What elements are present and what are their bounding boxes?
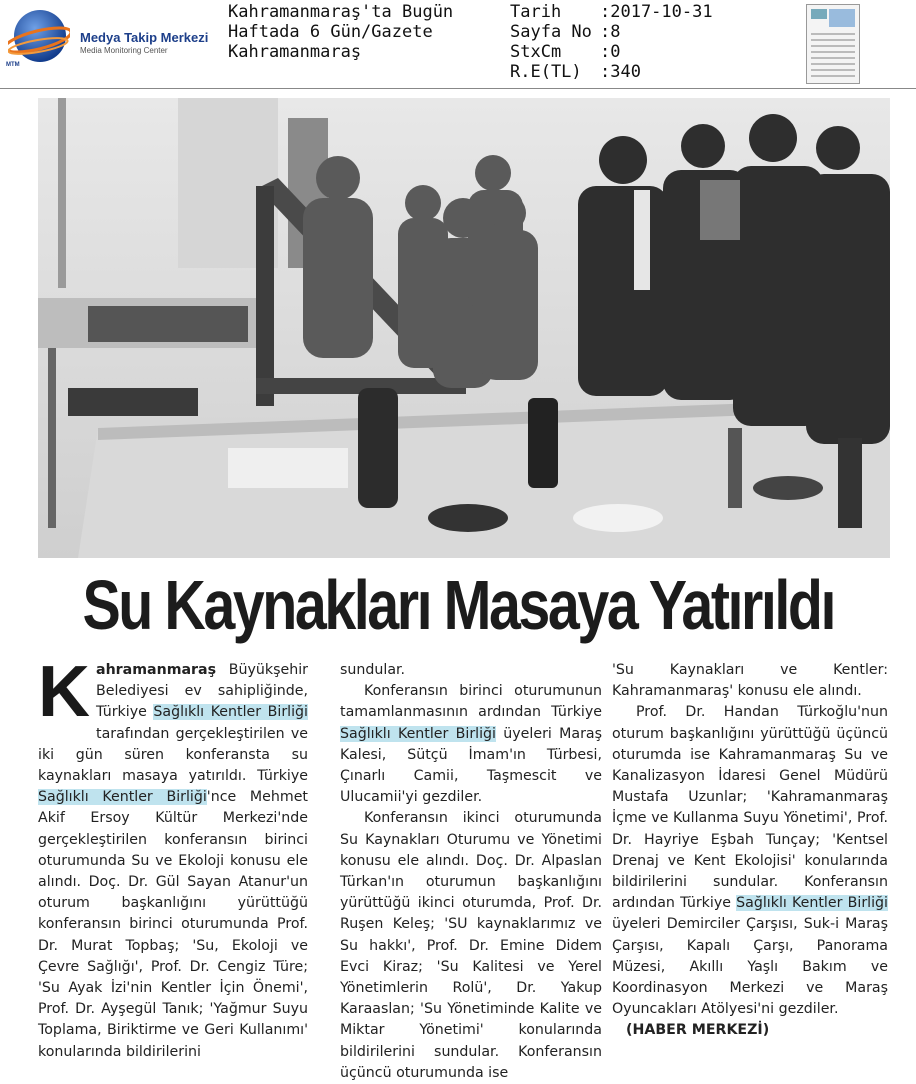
drop-cap: K <box>38 652 90 732</box>
paragraph-text: Konferansın birinci oturumunun tamamlanmasının ardından Türkiye <box>340 683 602 721</box>
clipping-meta <box>510 2 713 82</box>
article-paragraph <box>340 681 602 808</box>
meta-value: :0 <box>600 42 621 62</box>
meta-key: StxCm <box>510 42 562 62</box>
article-paragraph: 'Su Kaynakları ve Kentler: Kahramanmaraş' konusu ele alındı. <box>612 662 888 700</box>
highlighted-keyword: Sağlıklı Kentler Birliği <box>340 725 496 742</box>
article-paragraph <box>38 652 308 1063</box>
paragraph-text: üyeleri Maraş Kalesi, Sütçü İmam'ın Türbesi, Çınarlı Camii, Taşmescit ve Ulucamii'yi gezdiler. <box>340 725 602 806</box>
publication-frequency: Haftada 6 Gün/Gazete <box>228 22 433 42</box>
page-thumbnail[interactable] <box>806 4 860 84</box>
meta-value: :340 <box>600 62 641 82</box>
article-paragraph <box>612 702 888 1020</box>
globe-logo-icon <box>8 6 70 68</box>
article-paragraph: sundular. <box>340 662 406 678</box>
article-column-1 <box>38 652 308 1063</box>
monitor-subtitle: Media Monitoring Center <box>80 46 168 55</box>
publication-name: Kahramanmaraş'ta Bugün <box>228 2 454 22</box>
highlighted-keyword: Sağlıklı Kentler Birliği <box>736 895 888 912</box>
article-column-2 <box>340 660 602 1084</box>
paragraph-text: Büyükşehir Belediyesi ev sahipliğinde, Türkiye <box>96 662 308 721</box>
article-headline: Su Kaynakları Masaya Yatırıldı <box>82 566 834 644</box>
meta-key: Tarih <box>510 2 562 22</box>
article-photo <box>38 98 890 558</box>
meta-value: :8 <box>600 22 621 42</box>
highlighted-keyword: Sağlıklı Kentler Birliği <box>153 704 308 721</box>
monitor-name: Medya Takip Merkezi <box>80 30 209 45</box>
highlighted-keyword: Sağlıklı Kentler Birliği <box>38 789 207 806</box>
article-column-3 <box>612 660 888 1042</box>
article-paragraph: Konferansın ikinci oturumunda Su Kaynakları Oturumu ve Yönetimi konusu ele alındı. Doç. Dr. Alpaslan Türkan'ın oturumun başkanlığını yürüttüğü ikinci oturumda, Prof. Dr. Ruşen Keleş; 'SU kaynaklarımız ve Su hakkı', Prof. Dr. Emine Didem Evci Kiraz; 'Su Kalitesi ve Yerel Yönetimlerin Rolü', Dr. Yakup Karaaslan; 'Su Yönetiminde Kalite ve Miktar Yönetimi' konularında bildirilerini sundular. Konferansın üçüncü oturumunda ise <box>340 810 602 1081</box>
meta-row <box>510 42 713 62</box>
publication-info <box>228 2 453 62</box>
clipping-header <box>0 0 916 89</box>
meta-row <box>510 62 713 82</box>
lead-word: ahramanmaraş <box>96 662 217 678</box>
paragraph-text: Prof. Dr. Handan Türkoğlu'nun oturum başkanlığını yürüttüğü üçüncü oturumda ise Kahramanmaraş Su ve Kanalizasyon İdaresi Genel Müdürü Mustafa Uzunlar; 'Kahramanmaraş İçme ve Kullanma Suyu Yönetimi', Prof. Dr. Hayriye Eşbah Tunçay; 'Kentsel Drenaj ve Kent Ekolojisi' konularında bildirilerini sundular. Konferansın ardından Türkiye <box>612 704 888 912</box>
meta-value: :2017-10-31 <box>600 2 713 22</box>
article-signature: (HABER MERKEZİ) <box>626 1022 770 1039</box>
meta-key: R.E(TL) <box>510 62 582 82</box>
meta-row <box>510 22 713 42</box>
publication-city: Kahramanmaraş <box>228 42 362 62</box>
paragraph-text: üyeleri Demirciler Çarşısı, Suk-i Maraş Çarşısı, Kapalı Çarşı, Panorama Müzesi, Akıllı Yaşlı Bakım ve Koordinasyon Merkezi ve Maraş Oyuncakları Atölyesi'ni gezdiler. <box>612 916 888 1018</box>
paragraph-text: 'nce Mehmet Akif Ersoy Kültür Merkezi'nde gerçekleştirilen konferansın birinci oturumunda Su ve Ekoloji konusu ele alındı. Doç. Dr. Gül Sayan Atanur'un oturum başkanlığını yürüttüğü konferansın birinci oturumunda Prof. Dr. Murat Topbaş; 'Su, Ekoloji ve Çevre Sağlığı', Prof. Dr. Cengiz Türe; 'Su Ayak İzi'nin Kentler İçin Önemi', Prof. Dr. Ayşegül Tanık; 'Yağmur Suyu Toplama, Biriktirme ve Geri Kullanımı' konularında bildirilerini <box>38 789 308 1060</box>
paragraph-text: tarafından gerçekleştirilen ve iki gün süren konferansta su kaynakları masaya yatırıldı. Türkiye <box>38 725 308 785</box>
meta-key: Sayfa No <box>510 22 592 42</box>
logo-mtm: MTM <box>6 62 20 68</box>
meta-row <box>510 2 713 22</box>
